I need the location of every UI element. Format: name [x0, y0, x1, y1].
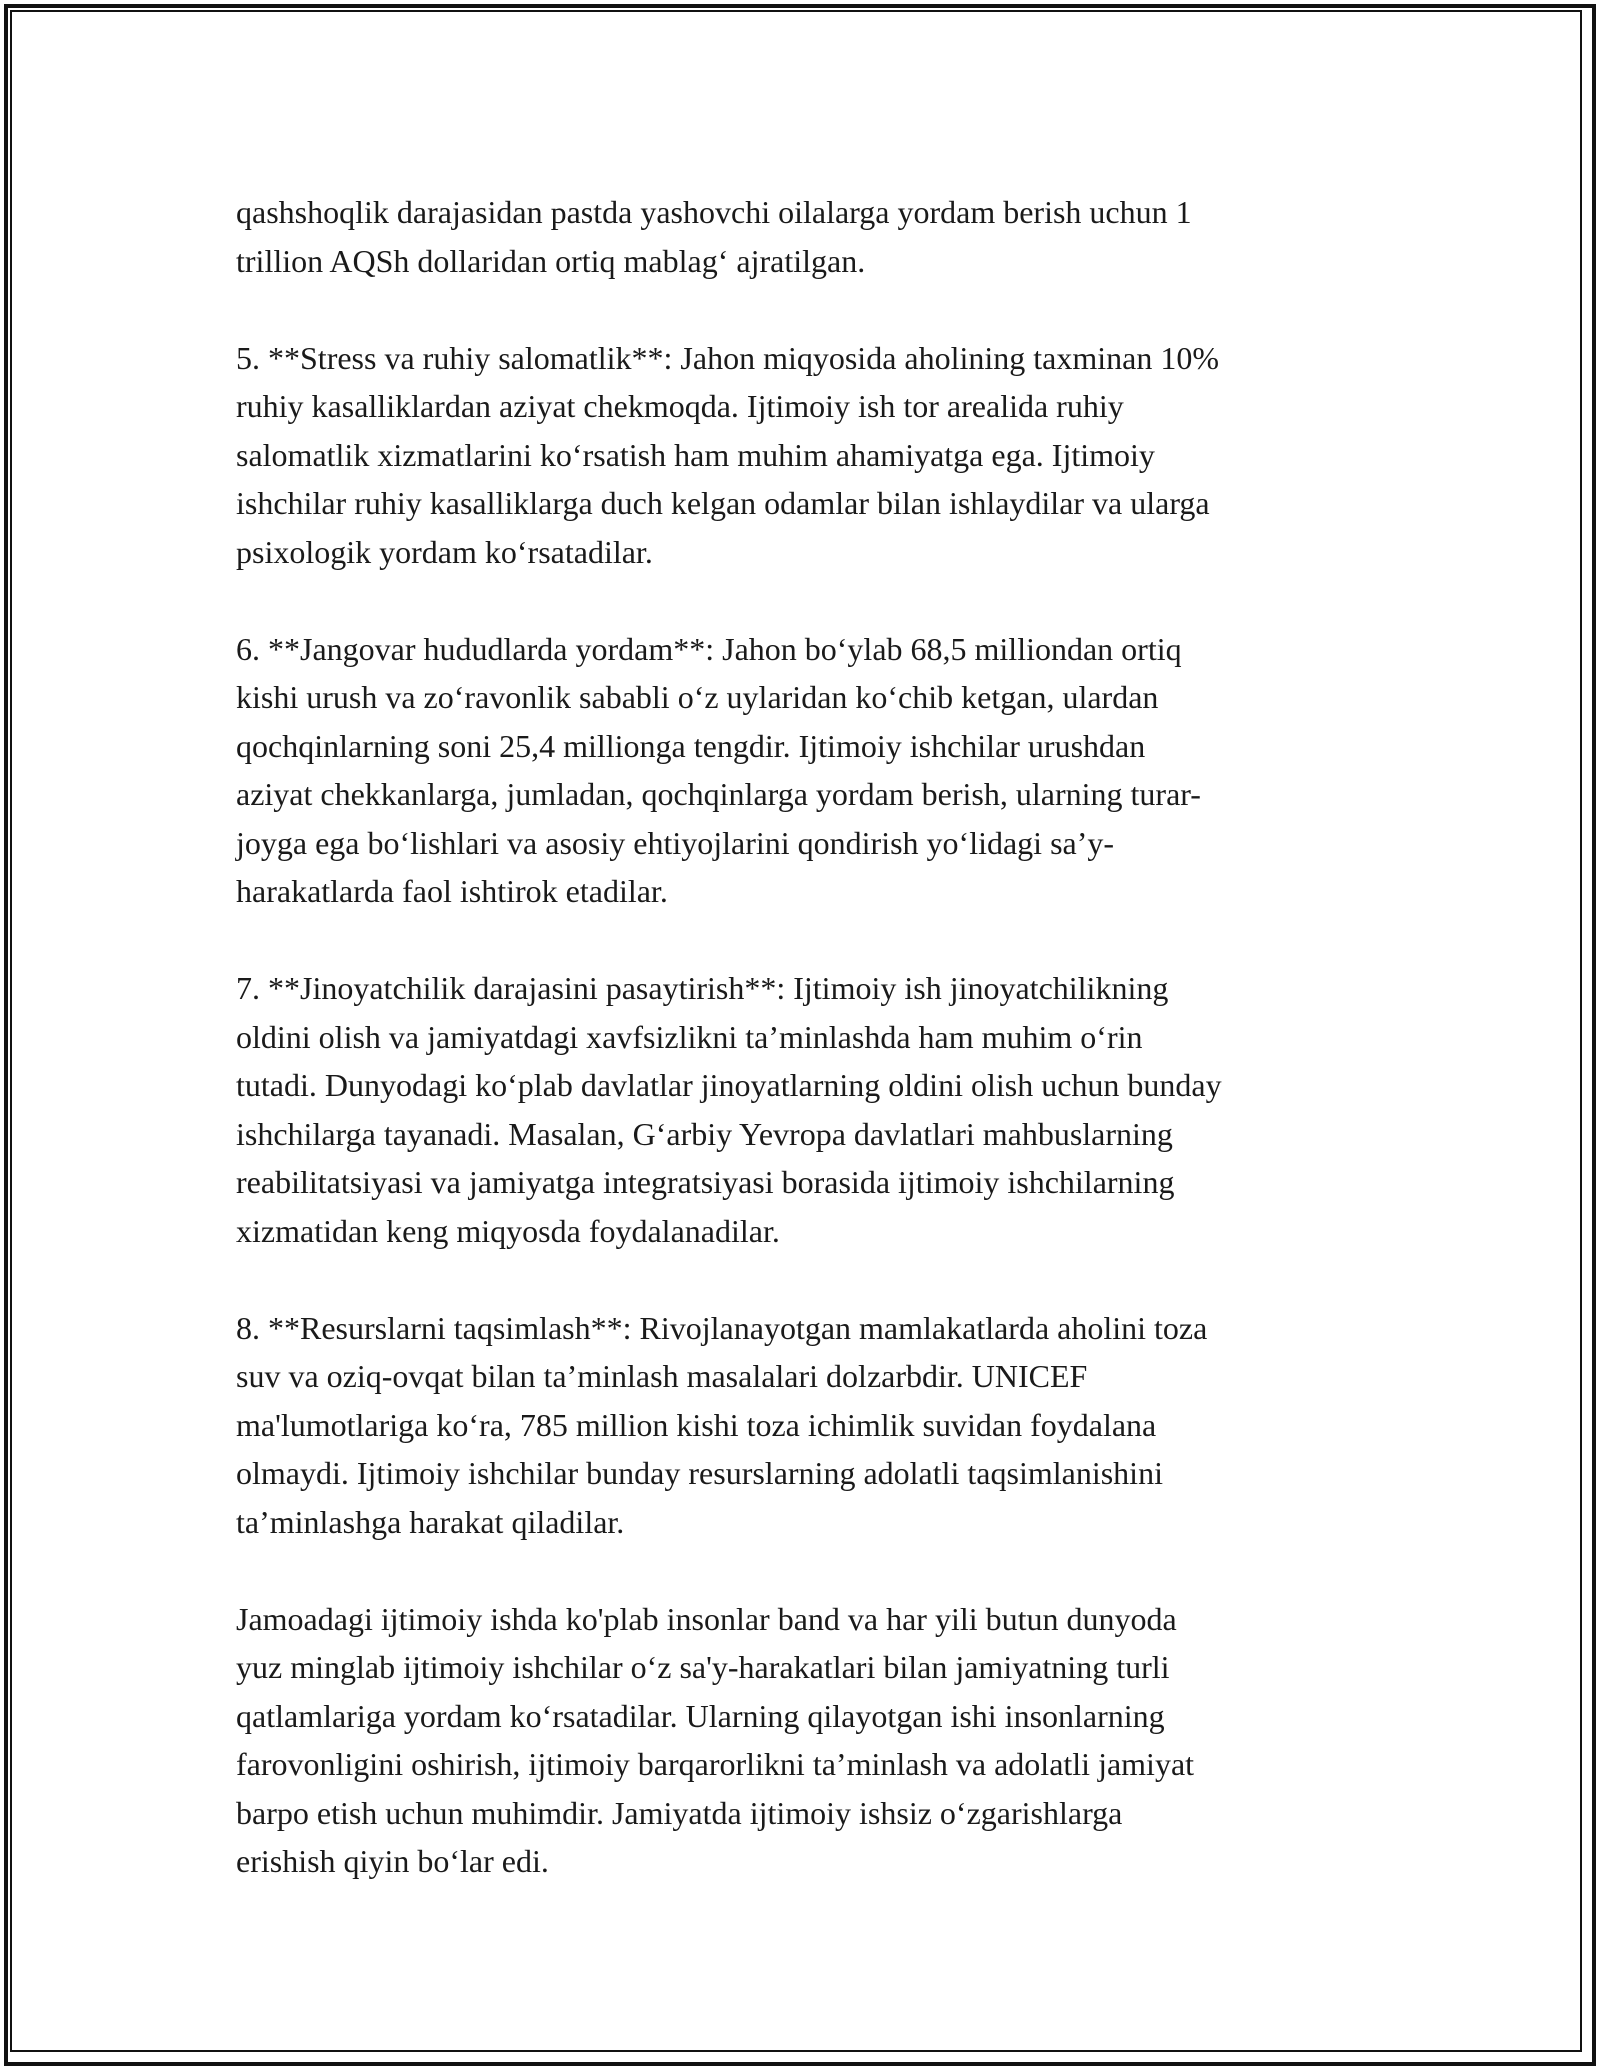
paragraph-item-5-mental-health: 5. **Stress va ruhiy salomatlik**: Jahon miqyosida aholining taxminan 10% ruhiy kasalliklardan aziyat chekmoqda. Ijtimoiy ish tor arealida ruhiy salomatlik xizmatlarini ko‘rsatish ham muhim ahamiyatga ega. Ijtimoiy ishchilar ruhiy kasalliklarga duch kelgan odamlar bilan ishlaydilar va ularga psixologik yordam ko‘rsatadilar. — [236, 339, 1219, 570]
paragraph-continuation: qashshoqlik darajasidan pastda yashovchi oilalarga yordam berish uchun 1 trillion AQSh dollaridan ortiq mablag‘ ajratilgan. — [236, 194, 1192, 279]
paragraph-item-7-crime-reduction: 7. **Jinoyatchilik darajasini pasaytirish**: Ijtimoiy ish jinoyatchilikning oldini olish va jamiyatdagi xavfsizlikni ta’minlashda ham muhim o‘rin tutadi. Dunyodagi ko‘plab davlatlar jinoyatlarning oldini olish uchun bunday ishchilarga tayanadi. Masalan, G‘arbiy Yevropa davlatlari mahbuslarning reabilitatsiyasi va jamiyatga integratsiyasi borasida ijtimoiy ishchilarning xizmatidan keng miqyosda foydalanadilar. — [236, 970, 1222, 1249]
paragraph-item-8-resource-distribution: 8. **Resurslarni taqsimlash**: Rivojlanayotgan mamlakatlarda aholini toza suv va oziq-ovqat bilan ta’minlash masalalari dolzarbdir. UNICEF ma'lumotlariga ko‘ra, 785 million kishi toza ichimlik suvidan foydalana olmaydi. Ijtimoiy ishchilar bunday resurslarning adolatli taqsimlanishini ta’minlashga harakat qiladilar. — [236, 1309, 1208, 1540]
document-body — [236, 188, 1376, 1886]
paragraph-conclusion: Jamoadagi ijtimoiy ishda ko'plab insonlar band va har yili butun dunyoda yuz minglab ijtimoiy ishchilar o‘z sa'y-harakatlari bilan jamiyatning turli qatlamlariga yordam ko‘rsatadilar. Ularning qilayotgan ishi insonlarning farovonligini oshirish, ijtimoiy barqarorlikni ta’minlash va adolatli jamiyat barpo etish uchun muhimdir. Jamiyatda ijtimoiy ishsiz o‘zgarishlarga erishish qiyin bo‘lar edi. — [236, 1600, 1195, 1879]
paragraph-item-6-conflict-zones: 6. **Jangovar hududlarda yordam**: Jahon bo‘ylab 68,5 milliondan ortiq kishi urush va zo‘ravonlik sababli o‘z uylaridan ko‘chib ketgan, ulardan qochqinlarning soni 25,4 millionga tengdir. Ijtimoiy ishchilar urushdan aziyat chekkanlarga, jumladan, qochqinlarga yordam berish, ularning turar- joyga ega bo‘lishlari va asosiy ehtiyojlarini qondirish yo‘lidagi sa’y- harakatlarda faol ishtirok etadilar. — [236, 630, 1201, 909]
